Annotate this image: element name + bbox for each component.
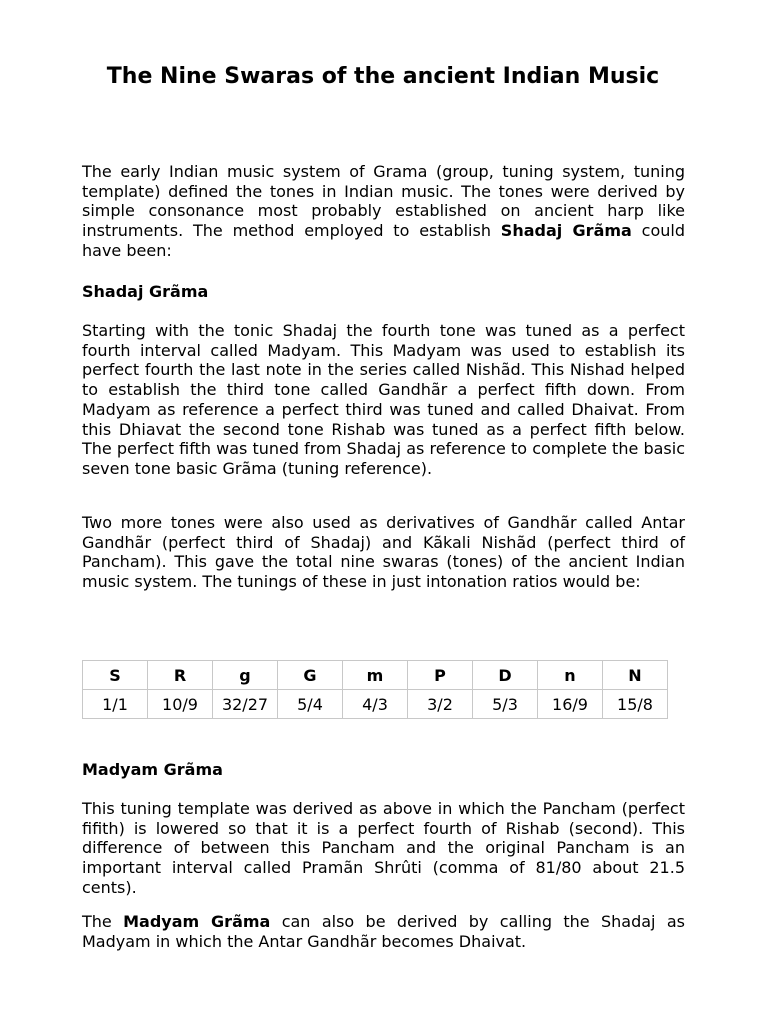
shadaj-paragraph-1: Starting with the tonic Shadaj the fourth tone was tuned as a perfect fourth interval called Madyam. This Madyam was used to establish its perfect fourth the last note in the series called Nishãd. This Nishad helped to establish the third tone called Gandhãr a perfect fifth down. From Madyam as reference a perfect third was tuned and called Dhaivat. From this Dhiavat the second tone Rishab was tuned as a perfect fifth below. The perfect fifth was tuned from Shadaj as reference to complete the basic seven tone basic Grãma (tuning reference).: [82, 321, 685, 478]
madyam-text: The: [82, 912, 124, 931]
shadaj-heading: Shadaj Grãma: [82, 282, 209, 301]
table-header-cell: R: [148, 661, 213, 690]
madyam-paragraph-1: This tuning template was derived as above in which the Pancham (perfect fifith) is lowered so that it is a perfect fourth of Rishab (second). This difference of between this Pancham and the original Pancham is an important interval called Pramãn Shrûti (comma of 81/80 about 21.5 cents).: [82, 799, 685, 897]
table-cell: 1/1: [83, 690, 148, 719]
table-header-cell: S: [83, 661, 148, 690]
table-cell: 4/3: [343, 690, 408, 719]
intro-text-end: could have been:: [82, 221, 685, 260]
intro-paragraph: [82, 162, 685, 261]
table-header-cell: P: [408, 661, 473, 690]
table-cell: 16/9: [538, 690, 603, 719]
table-row: [83, 690, 668, 719]
madyam-heading: Madyam Grãma: [82, 760, 223, 779]
table-cell: 3/2: [408, 690, 473, 719]
shadaj-paragraph-2: Two more tones were also used as derivatives of Gandhãr called Antar Gandhãr (perfect third of Shadaj) and Kãkali Nishãd (perfect third of Pancham). This gave the total nine swaras (tones) of the ancient Indian music system. The tunings of these in just intonation ratios would be:: [82, 513, 685, 592]
madyam-paragraph-2: [82, 912, 685, 951]
table-header-cell: D: [473, 661, 538, 690]
madyam-bold-term: Madyam Grãma: [123, 912, 271, 931]
swara-ratio-table: [82, 660, 668, 719]
table-header-cell: N: [603, 661, 668, 690]
table-header-row: [83, 661, 668, 690]
table-cell: 15/8: [603, 690, 668, 719]
table-header-cell: G: [278, 661, 343, 690]
madyam-text-end: can also be derived by calling the Shadaj as Madyam in which the Antar Gandhãr becomes Dhaivat.: [82, 912, 685, 951]
intro-bold-term: Shadaj Grãma: [500, 221, 632, 241]
table-cell: 10/9: [148, 690, 213, 719]
table-header-cell: n: [538, 661, 603, 690]
table-header-cell: g: [213, 661, 278, 690]
intro-text: The early Indian music system of Grama (group, tuning system, tuning template) defined the tones in Indian music. The tones were derived by simple consonance most probably established on ancient harp like instruments. The method employed to establish: [82, 162, 685, 241]
table-header-cell: m: [343, 661, 408, 690]
page-title: The Nine Swaras of the ancient Indian Music: [106, 64, 660, 89]
table-cell: 32/27: [213, 690, 278, 719]
table-cell: 5/4: [278, 690, 343, 719]
table-cell: 5/3: [473, 690, 538, 719]
